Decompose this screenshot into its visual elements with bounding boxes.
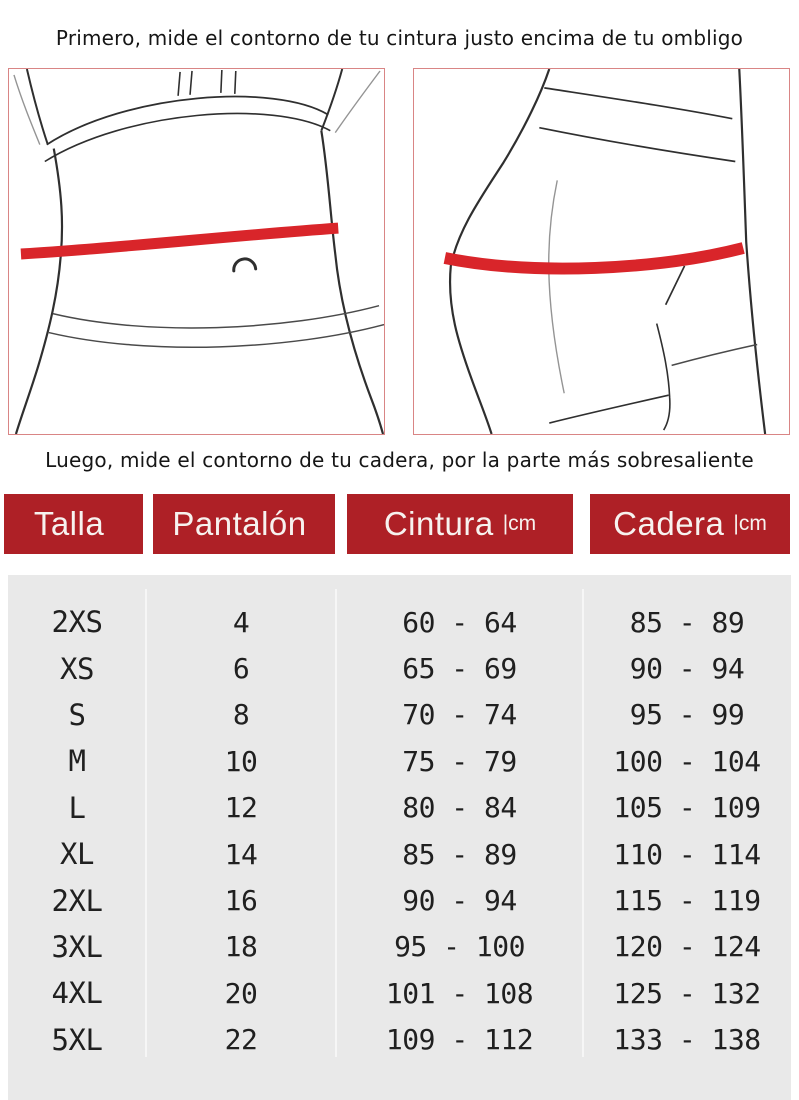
size-cell: S [68,697,86,732]
pants-size-cell: 4 [232,605,250,639]
size-cell: 2XL [51,883,103,918]
size-cell: L [68,790,86,825]
hem-line [549,395,668,423]
waistband-upper-line [53,306,379,328]
hip-range-cell: 90 - 94 [629,652,745,686]
bra-hook-lines [178,70,236,96]
waist-range-cell: 90 - 94 [402,884,517,918]
bra-band-lower-line [45,113,330,161]
size-cell: 2XS [51,605,103,640]
size-cell: 4XL [51,976,103,1011]
hip-figure-box [413,68,790,435]
bra-band-upper-line [47,97,328,145]
waist-figure-box [8,68,385,435]
size-cell: 5XL [51,1022,103,1057]
hip-range-cell: 95 - 99 [629,698,745,732]
waist-instruction-text: Primero, mide el contorno de tu cintura justo encima de tu ombligo [55,26,744,50]
knee-back-line [672,344,758,365]
pants-size-cell: 12 [224,791,258,825]
pants-size-cell: 20 [224,976,258,1010]
column-header-talla [4,494,143,554]
torso-left-contour [16,149,62,434]
bra-strap-left-line [27,69,48,145]
pants-size-cell: 6 [232,652,250,686]
header-label: Pantalón [172,505,307,542]
header-label: Cintura [383,505,494,542]
waist-range-cell: 75 - 79 [402,744,517,778]
pants-size-cell: 18 [224,930,258,964]
hip-tape-line [445,248,743,268]
size-cell: 3XL [51,929,103,964]
hip-range-cell: 120 - 124 [613,930,761,964]
hip-range-cell: 133 - 138 [613,1023,761,1057]
header-unit: |cm [733,512,767,535]
hip-instruction-text: Luego, mide el contorno de tu cadera, por la parte más sobresaliente [45,448,754,472]
torso-right-contour [321,131,383,434]
waist-range-cell: 60 - 64 [402,605,517,639]
pants-size-cell: 16 [224,884,258,918]
waist-tape-line [21,228,338,254]
hip-range-cell: 105 - 109 [613,791,761,825]
hip-measure-illustration [414,69,789,434]
waist-range-cell: 95 - 100 [394,930,525,964]
size-cell: M [68,744,86,779]
pants-waistband-upper-line [544,88,732,119]
hip-front-contour [450,69,549,434]
waist-range-cell: 101 - 108 [385,976,534,1010]
hip-range-cell: 110 - 114 [613,837,761,871]
navel-mark [234,259,256,271]
size-cell: XL [60,837,94,872]
header-label: Talla [33,505,105,542]
column-header-pantalon [153,494,335,554]
bra-strap-right-line [321,69,342,131]
waist-measure-illustration [9,69,384,434]
pants-size-cell: 10 [224,744,258,778]
hip-range-cell: 125 - 132 [613,976,761,1010]
waist-range-cell: 70 - 74 [402,698,517,732]
hip-dart-line [666,266,685,305]
waist-range-cell: 80 - 84 [402,791,517,825]
header-label: Cadera [613,505,725,542]
pants-size-cell: 14 [224,837,258,871]
column-header-cadera [590,494,790,554]
pants-size-cell: 22 [224,1023,258,1057]
waist-range-cell: 109 - 112 [385,1023,534,1057]
thigh-crease-line [549,180,564,393]
size-table-panel [8,575,791,1100]
waist-range-cell: 85 - 89 [402,837,517,871]
size-table-grid [8,599,791,1063]
hip-range-cell: 85 - 89 [629,605,745,639]
pants-size-cell: 8 [232,698,250,732]
column-header-cintura [347,494,573,554]
waist-range-cell: 65 - 69 [402,652,517,686]
pants-waistband-lower-line [539,128,735,162]
leg-crease-line [657,324,670,430]
hip-range-cell: 100 - 104 [613,744,761,778]
hip-range-cell: 115 - 119 [613,884,761,918]
header-unit: |cm [502,512,537,535]
size-cell: XS [60,651,94,686]
